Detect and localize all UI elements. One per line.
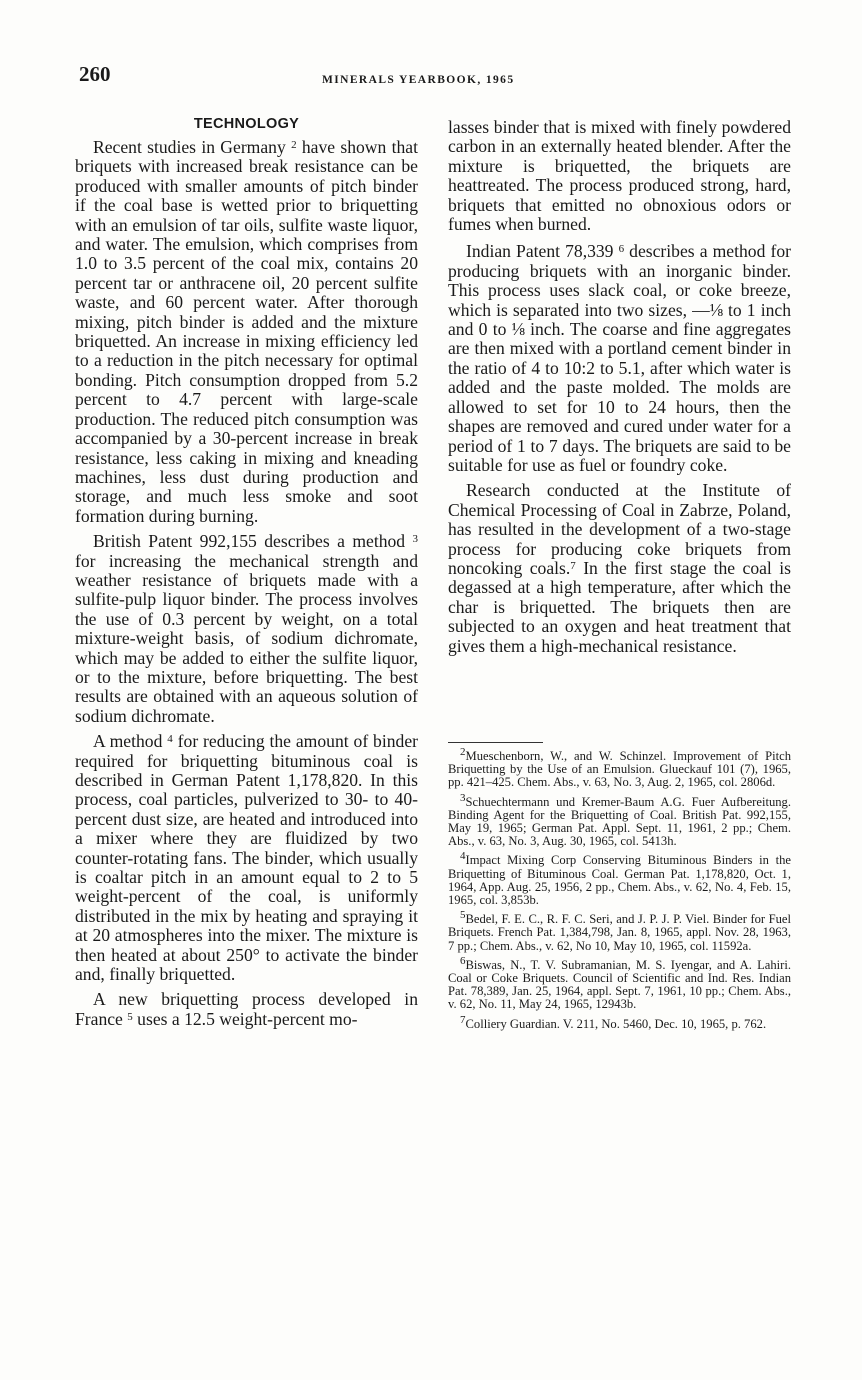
footnote-number: 4: [460, 850, 466, 863]
paragraph-text: Indian Patent 78,339: [466, 241, 619, 262]
paragraph-text: Research conducted at the Institute of Chemical Processing of Coal in Zabrze, Poland, has resulted in the development of a two-stage process for producing coke briquets from noncoking coals.: [448, 480, 791, 578]
paragraph-france-process-continued: lasses binder that is mixed with finely powdered carbon in an externally heated blender. After the mixture is briquetted, the briquets are heattreated. The process produced strong, hard, briquets that emitted no obnoxious odors or fumes when burned.: [448, 117, 791, 235]
footnote-ref: 7: [570, 559, 576, 572]
footnote-text: Biswas, N., T. V. Subramanian, M. S. Iyengar, and A. Lahiri. Coal or Coke Briquets. Council of Scientific and Ind. Res. Indian Pat. 78,389, Jan. 25, 1964, appl. Sept. 7, 1961, 10 pp.; Chem. Abs., v. 62, No. 11, May 24, 1965, 12943b.: [448, 957, 791, 1012]
footnote-ref: 6: [618, 243, 625, 256]
footnote: [448, 850, 791, 908]
paragraph-germany-studies: [75, 138, 418, 526]
footnote-divider: [448, 742, 543, 743]
paragraph-text: describes a method for producing briquets with an inorganic binder. This process uses slack coal, or coke breeze, which is separated into two sizes, —⅛ to 1 inch and 0 to ⅛ inch. The coarse and fine aggregates are then mixed with a portland cement binder in the ratio of 4 to 10:2 to 5.1, after which water is added and the paste molded. The molds are allowed to set for 10 to 24 hours, then the shapes are removed and cured under water for a period of 1 to 7 days. The briquets are said to be suitable for use as fuel or foundry coke.: [448, 241, 791, 475]
footnote-number: 6: [460, 954, 466, 967]
paragraph-indian-patent: [448, 242, 791, 475]
paragraph-text: In the first stage the coal is degassed at a high temperature, after which the char is briquetted. The briquets then are subjected to an oxygen and heat treatment that gives them a high-mechanical resistance.: [448, 557, 791, 656]
footnote-text: Schuechtermann und Kremer-Baum A.G. Fuer Aufbereitung. Binding Agent for the Briquetting of Coal. British Pat. 992,155, May 19, 1965; German Pat. Appl. Sept. 11, 1961, 2 pp.; Chem. Abs., v. 63, No. 3, Aug. 30, 1965, col. 5413h.: [448, 794, 791, 849]
right-column: [448, 118, 791, 662]
paragraph-text: uses a 12.5 weight-percent mo-: [132, 1008, 358, 1029]
paragraph-german-patent: [75, 732, 418, 984]
paragraph-poland-research: [448, 481, 791, 656]
paragraph-british-patent: [75, 532, 418, 726]
left-column: [75, 114, 418, 1035]
footnotes: [448, 746, 791, 1037]
paragraph-text: for increasing the mechanical strength and weather resistance of briquets made with a sulfite-pulp liquor binder. The process involves the use of 0.3 percent by weight, on a total mixture-weight basis, of sodium dichromate, which may be added to either the sulfite liquor, or to the mixture, before briquetting. The best results are obtained with an aqueous solution of sodium dichromate.: [75, 550, 418, 726]
paragraph-france-process: [75, 990, 418, 1029]
paragraph-text: for reducing the amount of binder required for briquetting bituminous coal is described in German Patent 1,178,820. In this process, coal particles, pulverized to 30- to 40-percent dust size, are heated and introduced into a mixer where they are fluidized by two counter-rotating fans. The binder, which usually is coaltar pitch in an amount equal to 2 to 5 weight-percent of the coal, is uniformly distributed in the mix by heating and spraying it at 20 atmospheres into the mixer. The mixture is then heated at about 250° to activate the binder and, finally briquetted.: [75, 731, 419, 985]
paragraph-text: Recent studies in Germany: [93, 137, 292, 157]
footnote-text: Impact Mixing Corp Conserving Bituminous Binders in the Briquetting of Bituminous Coal. German Pat. 1,178,820, Oct. 1, 1964, App. Aug. 25, 1956, 2 pp., Chem. Abs., v. 62, No. 4, Feb. 15, 1965, col. 3,853b.: [448, 853, 791, 908]
page-number: 260: [79, 62, 111, 86]
footnote: [448, 909, 791, 953]
footnote-ref: 5: [127, 1010, 133, 1023]
footnote-number: 5: [460, 909, 466, 922]
footnote-ref: 4: [167, 733, 173, 746]
footnote: [448, 746, 791, 790]
footnote-number: 3: [460, 791, 466, 804]
paragraph-text: A method: [93, 731, 168, 752]
footnote-ref: 3: [412, 533, 418, 546]
footnote-text: Bedel, F. E. C., R. F. C. Seri, and J. P. J. P. Viel. Binder for Fuel Briquets. French Pat. 1,384,798, Jan. 8, 1965, appl. Nov. 28, 1963, 7 pp.; Chem. Abs., v. 62, No 10, May 10, 1965, col. 11592a.: [448, 912, 791, 953]
paragraph-text: British Patent 992,155 describes a method: [93, 531, 413, 552]
running-head: MINERALS YEARBOOK, 1965: [322, 74, 515, 86]
paragraph-text: have shown that briquets with increased break resistance can be produced with smaller amounts of pitch binder if the coal base is wetted prior to briquetting with an emulsion of tar oils, sulfite waste liquor, and water. The emulsion, which comprises from 1.0 to 3.5 percent of the coal mix, contains 20 percent tar or anthracene oil, 20 percent sulfite waste, and 60 percent water. After thorough mixing, pitch binder is added and the mixture briquetted. An increase in mixing efficiency led to a reduction in the pitch necessary for optimal bonding. Pitch consumption dropped from 5.2 percent to 4.7 percent with large-scale production. The reduced pitch consumption was accompanied by a 30-percent increase in break resistance, less caking in mixing and kneading machines, less dust during production and storage, and much less smoke and soot formation during burning.: [75, 137, 418, 526]
section-heading: TECHNOLOGY: [193, 116, 300, 132]
paragraph-text: A new briquetting process developed in France: [75, 989, 418, 1029]
footnote-number: 7: [460, 1013, 466, 1026]
footnote-number: 2: [460, 746, 466, 758]
footnote-text: Colliery Guardian. V. 211, No. 5460, Dec. 10, 1965, p. 762.: [465, 1016, 767, 1031]
footnote-text: Mueschenborn, W., and W. Schinzel. Improvement of Pitch Briquetting by the Use of an Emulsion. Glueckauf 101 (7), 1965, pp. 421–425. Chem. Abs., v. 63, No. 3, Aug. 2, 1965, col. 2806d.: [448, 749, 791, 790]
footnote: [448, 791, 791, 849]
footnote: [448, 1013, 791, 1031]
footnote-ref: 2: [291, 139, 297, 151]
footnote: [448, 954, 791, 1012]
